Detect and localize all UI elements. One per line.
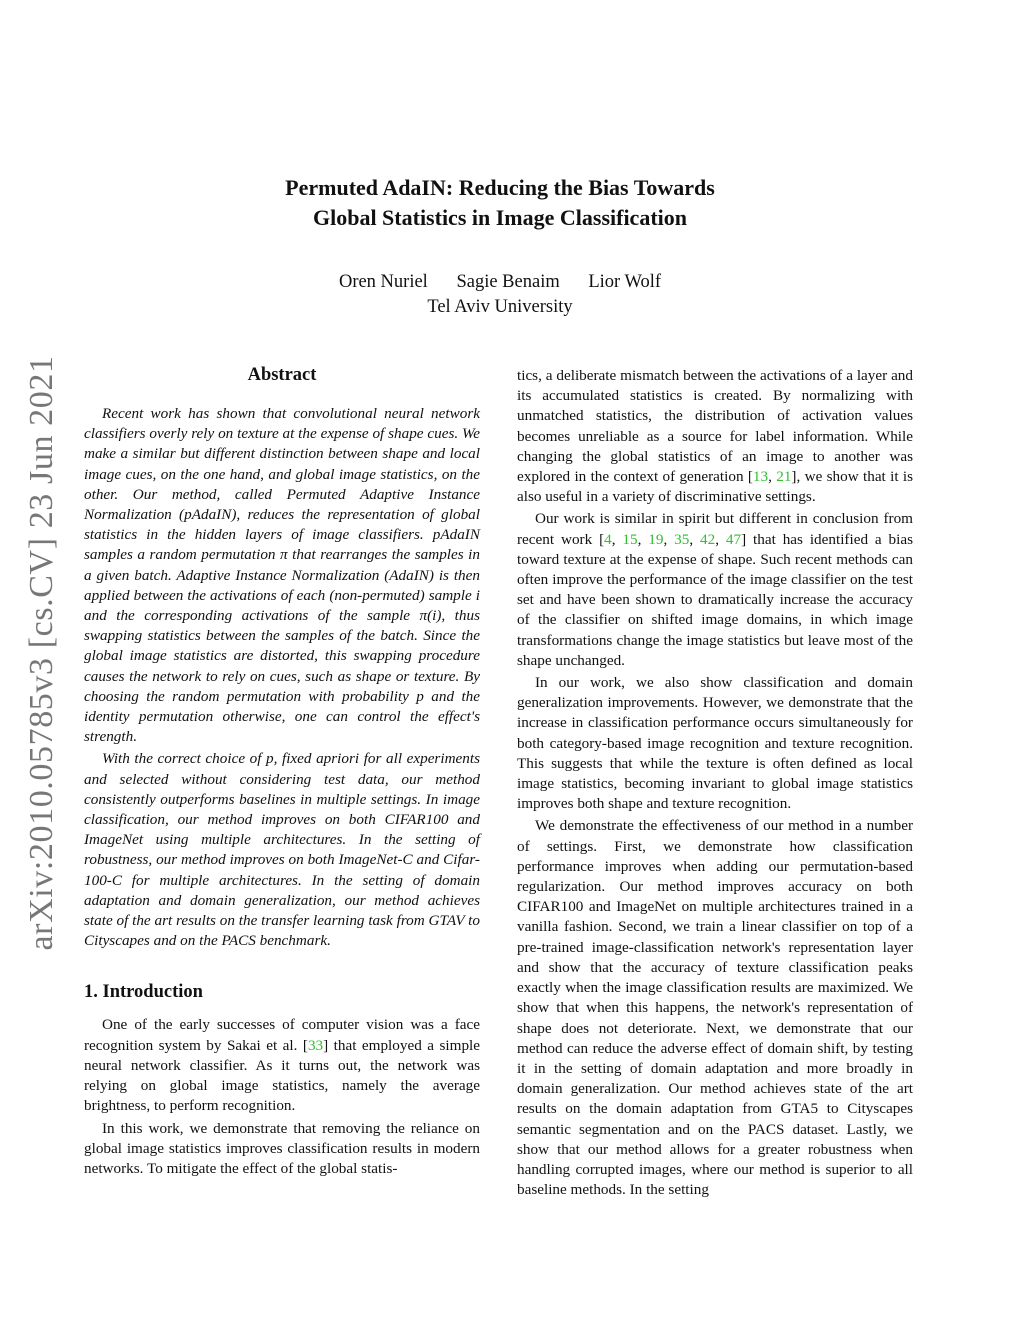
right-paragraph-4: We demonstrate the effectiveness of our method in a number of settings. First, we demonstrate how classification performance improves when adding our permutation-based regularization. Our method improves accuracy on both CIFAR100 and ImageNet on multiple architectures trained in a vanilla fashion. Second, we train a linear classifier on top of a pre-trained image-classification network's representation layer and show that the accuracy of texture classification peaks exactly when the image classification results are maximized. We show that when this happens, the network's representation of shape does not deteriorate. Next, we demonstrate that our method can reduce the adverse effect of domain shift, by testing it in the setting of domain adaptation and more broadly in domain generalization. Our method achieves state of the art results on the domain adaptation from GTA5 to Cityscapes semantic segmentation and on the PACS dataset. Lastly, we show that our method allows for a greater robustness when handling corrupted images, where our method is superior to all baseline methods. In the setting: [517, 817, 913, 1199]
citation-link[interactable]: 33: [307, 1036, 324, 1054]
citation-link[interactable]: 4: [604, 530, 612, 548]
author-1: Oren Nuriel: [338, 272, 428, 292]
title-line-1: Permuted AdaIN: Reducing the Bias Towards: [285, 175, 715, 200]
paper-title: [0, 173, 1000, 233]
right-paragraph-1: [517, 366, 913, 507]
citation-link[interactable]: 21: [776, 468, 792, 486]
intro-paragraph-2: In this work, we demonstrate that removing the reliance on global image statistics improves classification results in modern networks. To mitigate the effect of the global statis-: [84, 1119, 480, 1177]
citation-link[interactable]: 15: [622, 530, 638, 548]
author-names: [0, 270, 1000, 295]
citation-link[interactable]: 42: [700, 530, 716, 548]
abstract-paragraph-2: With the correct choice of p, fixed apriori for all experiments and selected without considering test data, our method consistently outperforms baselines in multiple settings. In image classification, our method improves on both CIFAR100 and ImageNet using multiple architectures. In the setting of robustness, our method improves on both ImageNet-C and Cifar-100-C for multiple architectures. In the setting of domain adaptation and domain generalization, our method achieves state of the art results on the transfer learning task from GTAV to Cityscapes and on the PACS benchmark.: [84, 750, 480, 950]
intro-heading: 1. Introduction: [84, 982, 203, 1003]
right-p1-text-b: ], we show that it is also useful in a variety of discriminative settings.: [517, 468, 913, 506]
intro-p1-text-a: One of the early successes of computer vision was a face recognition system by Sakai et al. [: [84, 1016, 480, 1054]
abstract-body: [84, 404, 480, 951]
author-block: [0, 270, 1000, 320]
arxiv-id: arXiv:2010.05785v3 [cs.CV] 23 Jun 2021: [23, 355, 60, 951]
author-2: Sagie Benaim: [456, 272, 560, 292]
citation-link[interactable]: 19: [648, 530, 664, 548]
citation-link[interactable]: 13: [752, 468, 769, 486]
left-column: [84, 364, 480, 1179]
abstract-paragraph-1: Recent work has shown that convolutional neural network classifiers overly rely on texture at the expense of shape cues. We make a similar but different distinction between shape and local image cues, on the one hand, and global image statistics, on the other. Our method, called Permuted Adaptive Instance Normalization (pAdaIN), reduces the representation of global statistics in the hidden layers of image classifiers. pAdaIN samples a random permutation π that rearranges the samples in a given batch. Adaptive Instance Normalization (AdaIN) is then applied between the activations of each (non-permuted) sample i and the corresponding activations of the sample π(i), thus swapping statistics between the samples of the batch. Since the global image statistics are distorted, this swapping procedure causes the network to rely on cues, such as shape or texture. By choosing the random permutation with probability p and the identity permutation otherwise, one can control the effect's strength.: [84, 405, 480, 746]
right-column: [517, 366, 913, 1200]
citation-link[interactable]: 35: [674, 530, 690, 548]
right-paragraph-2: Our work is similar in spirit but different in conclusion from recent work [4, 15, 19, 35, 42, 47] that has identified a bias toward texture at the expense of shape. Such recent methods can often improve the performance of the image classifier on the test set and have been shown to dramatically increase the accuracy of the classifier on shifted image domains, in which image transformations change the image statistics but leave most of the shape unchanged.: [517, 510, 914, 669]
right-p2-text-b: ] that has identified a bias toward texture at the expense of shape. Such recent methods can often improve the performance of the image classifier on the test set and have been shown to dramatically increase the accuracy of the classifier on shifted image domains, in which image transformations change the image statistics but leave most of the shape unchanged.: [517, 530, 914, 669]
abstract-heading: Abstract: [247, 365, 317, 385]
right-p1-text-a: tics, a deliberate mismatch between the activations of a layer and its accumulated statistics is created. By normalizing with unmatched statistics, the distribution of activation values becomes unreliable as a source for label information. While changing the global statistics of an image to another was explored in the context of generation [: [517, 367, 913, 486]
author-3: Lior Wolf: [588, 272, 662, 292]
intro-paragraph-1: [84, 1015, 480, 1116]
right-paragraph-3: In our work, we also show classification and domain generalization improvements. However, we demonstrate that the increase in classification performance occurs simultaneously for both category-based image recognition and texture recognition. This suggests that while the texture is often defined as local image statistics, becoming invariant to global image statistics improves both shape and texture recognition.: [517, 674, 913, 813]
right-p2-text-a: Our work is similar in spirit but different in conclusion from recent work [: [517, 510, 913, 548]
title-line-2: Global Statistics in Image Classification: [312, 205, 687, 230]
citation-sep: ,: [768, 468, 777, 486]
citation-link[interactable]: 47: [725, 530, 742, 548]
affiliation: Tel Aviv University: [427, 297, 573, 317]
arxiv-sidebar-stamp: [14, 355, 70, 951]
intro-p1-text-b: ] that employed a simple neural network classifier. As it turns out, the network was relying on global image statistics, namely the average brightness, to perform recognition.: [84, 1036, 480, 1115]
